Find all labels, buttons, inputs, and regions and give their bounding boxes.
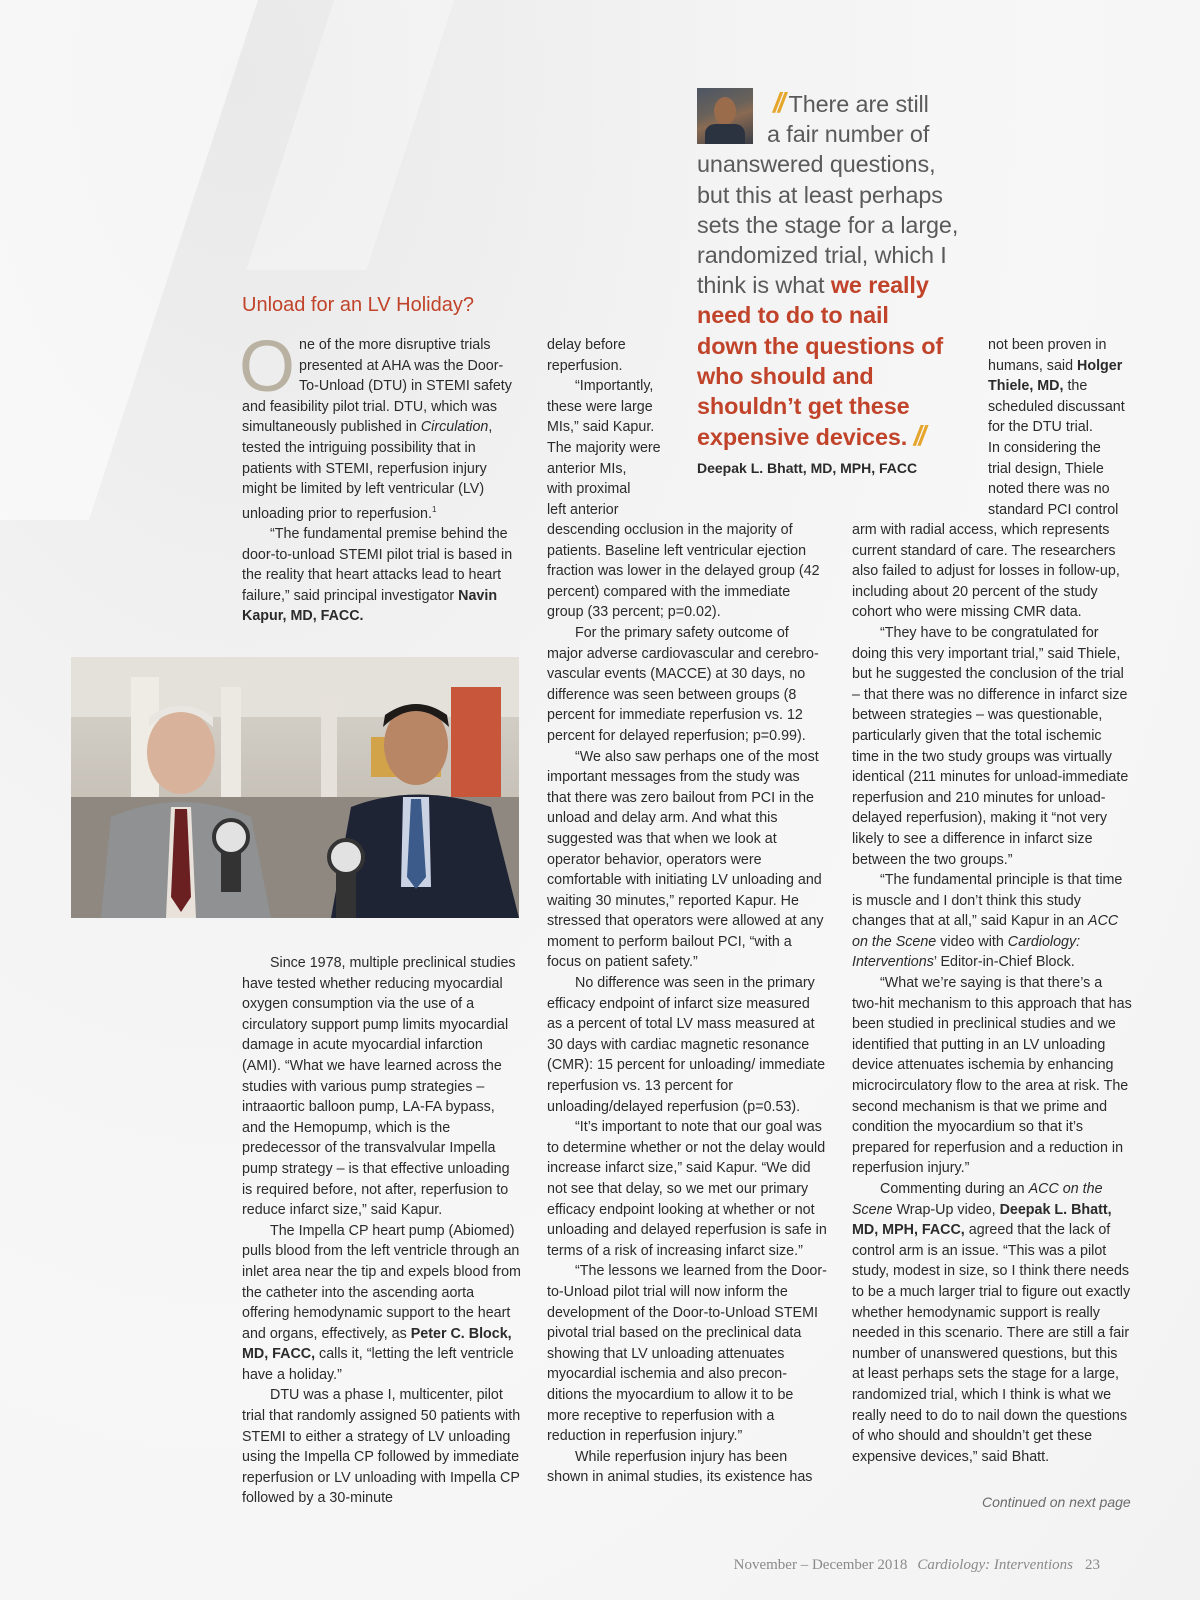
paragraph: “What we’re saying is that there’s a two-hit mechanism to this approach that has been studied in preclinical studies and we identified that putting in an LV unloading device attenuates ischemia by enhancing microcirculatory flow to the area at risk. The second mechanism is that we prime and condition the myocardium so that it’s prepared for reperfusion and a reduction in reperfusion injury.” — [852, 975, 1132, 1177]
column-2-narrow: delay before reperfusion. “Importantly, these were large MIs,” said Kapur. The majority were anterior MIs, with proximal left anterior — [547, 337, 661, 518]
issue-date: November – December 2018 — [733, 1557, 908, 1573]
section-headline: Unload for an LV Holiday? — [242, 294, 474, 316]
paragraph: “The fundamental premise behind the door-to-unload STEMI pilot trial is based in the reality that heart attacks lead to heart failure,” said principal investigator Navin Kapur, MD, FACC. — [242, 526, 513, 625]
paragraph: While reperfusion injury has been shown in animal studies, its existence has — [547, 1448, 813, 1486]
journal-name: Cardiology: Interventions — [917, 1557, 1073, 1573]
column-3-narrow: not been proven in humans, said Holger Thiele, MD, the scheduled discussant for the DTU trial. In considering the trial design, Thiele noted there was no standard PCI control — [988, 337, 1125, 518]
pull-quote — [697, 88, 972, 476]
author-portrait — [697, 88, 753, 144]
paragraph: DTU was a phase I, multicenter, pilot trial that randomly assigned 50 patients with STEMI to either a strategy of LV unloading using the Impella CP followed by immediate reperfusion or LV unloading with Impella CP followed by a 30-minute — [242, 1387, 521, 1507]
intro-paragraph: One of the more disruptive trials presented at AHA was the Door-To-Unload (DTU) in STEMI safety and feasibility pilot trial. DTU, which was simultaneously published in Circulation, tested the intriguing possibility that in patients with STEMI, reperfusion injury might be limited by left ventricular (LV) unloading prior to reperfusion.$^1$ — [239, 327, 512, 522]
paragraph: arm with radial access, which represents current standard of care. The researchers also failed to adjust for losses in follow-up, including about 20 percent of the study cohort who were missing CMR data. — [852, 522, 1120, 621]
paragraph: “It’s important to note that our goal was to determine whether or not the delay would increase infarct size,” said Kapur. “We did not see that delay, so we met our primary efficacy endpoint looking at whether or not unloading and delayed reperfusion is safe in terms of a risk of increasing infarct size.” — [547, 1119, 827, 1259]
paragraph: descending occlusion in the majority of patients. Baseline left ventricular ejection fraction was lower in the delayed group (42 percent) compared with the immediate group (33 percent; p=0.02). — [547, 522, 820, 621]
column-1-bottom — [242, 953, 522, 1509]
page-number: 23 — [1085, 1557, 1100, 1573]
paragraph: “We also saw perhaps one of the most important messages from the study was that there was zero bailout from PCI in the unload and delay arm. And what this suggested was that when we look at operator behavior, operators were comfortable with initiating LV unloading and waiting 30 minutes,” reported Kapur. He stressed that operators were allowed at any moment to perform bailout PCI, “with a focus on patient safety.” — [547, 748, 824, 971]
column-2 — [547, 520, 827, 1488]
open-quote-mark-icon: // — [773, 87, 783, 118]
pull-quote-text: // There are still a fair number of unanswered questions, but this at least perhaps sets the stage for a large, randomized trial, which I think is what we really need to do to nail down the questions of who should and shouldn’t get these expensive devices. // — [697, 87, 959, 452]
paragraph: The Impella CP heart pump (Abiomed) pulls blood from the left ventricle through an inlet area near the tip and expels blood from the catheter into the ascending aorta offering hemodynamic support to the heart and organs, effectively, as Peter C. Block, MD, FACC, calls it, “letting the left ventricle have a holiday.” — [242, 1222, 521, 1383]
column-3 — [852, 520, 1132, 1467]
interview-photo — [71, 657, 519, 918]
continued-note: Continued on next page — [982, 1494, 1131, 1510]
paragraph: No difference was seen in the primary efficacy endpoint of infarct size measured as a percent of total LV mass measured at 30 days with cardiac magnetic resonance (CMR): 15 percent for unloading/ immediate reperfusion vs. 13 percent for unloading/delayed reperfusion (p=0.53). — [547, 975, 826, 1115]
paragraph: “They have to be congratulated for doing this very important trial,” said Thiele, but he suggested the conclusion of the trial – that there was no difference in infarct size between strategies – was questionable, particularly given that the total ischemic time in the two study groups was virtually identical (211 minutes for unload-immediate reperfusion and 210 minutes for unload-delayed reperfusion), making it “not very likely to see a difference in infarct size between the two groups.” — [852, 624, 1129, 868]
background-shape — [246, 0, 473, 270]
paragraph: “The fundamental principle is that time is muscle and I don’t think this study changes that at all,” said Kapur in an ACC on the Scene video with Cardiology: Interventions’ Editor-in-Chief Block. — [852, 872, 1123, 971]
page-footer — [734, 1557, 1100, 1574]
drop-cap: O — [239, 327, 296, 407]
paragraph: Since 1978, multiple preclinical studies have tested whether reducing myocardial oxygen consumption via the use of a circulatory support pump limits myocardial damage in acute myocardial infarction (AMI). “What we have learned across the studies with various pump strategies – intraaortic balloon pump, LA-FA bypass, and the Hemopump, which is the predecessor of the transvalvular Impella pump strategy – is that effective unloading is required before, not after, reperfusion to reduce infarct size,” said Kapur. — [242, 955, 516, 1219]
column-1-top — [239, 327, 522, 627]
background-shape — [0, 0, 271, 520]
paragraph: Commenting during an ACC on the Scene Wrap-Up video, Deepak L. Bhatt, MD, MPH, FACC, agreed that the lack of control arm is an issue. “This was a pilot study, modest in size, so I think there needs to be a much larger trial to figure out exactly whether hemodynamic support is really needed in this scenario. There are still a fair number of unanswered questions, but this at least perhaps sets the stage for a large, randomized trial, which I think is what we really need to do to nail down the questions of who should and shouldn’t get these expensive devices,” said Bhatt. — [852, 1181, 1131, 1465]
photo-illustration — [71, 657, 519, 918]
close-quote-mark-icon: // — [913, 420, 924, 452]
pull-quote-attribution: Deepak L. Bhatt, MD, MPH, FACC — [697, 460, 918, 477]
paragraph: For the primary safety outcome of major adverse cardiovascular and cerebro-vascular events (MACCE) at 30 days, no difference was seen between groups (8 percent for immediate reperfusion vs. 12 percent for delayed reperfusion; p=0.99). — [547, 624, 819, 744]
paragraph: “The lessons we learned from the Door-to-Unload pilot trial will now inform the development of the Door-to-Unload STEMI pivotal trial based on the preclinical data showing that LV unloading attenuates myocardial ischemia and also precon-ditions the myocardium to allow it to be more receptive to reperfusion with a reduction in reperfusion injury.” — [547, 1263, 827, 1445]
